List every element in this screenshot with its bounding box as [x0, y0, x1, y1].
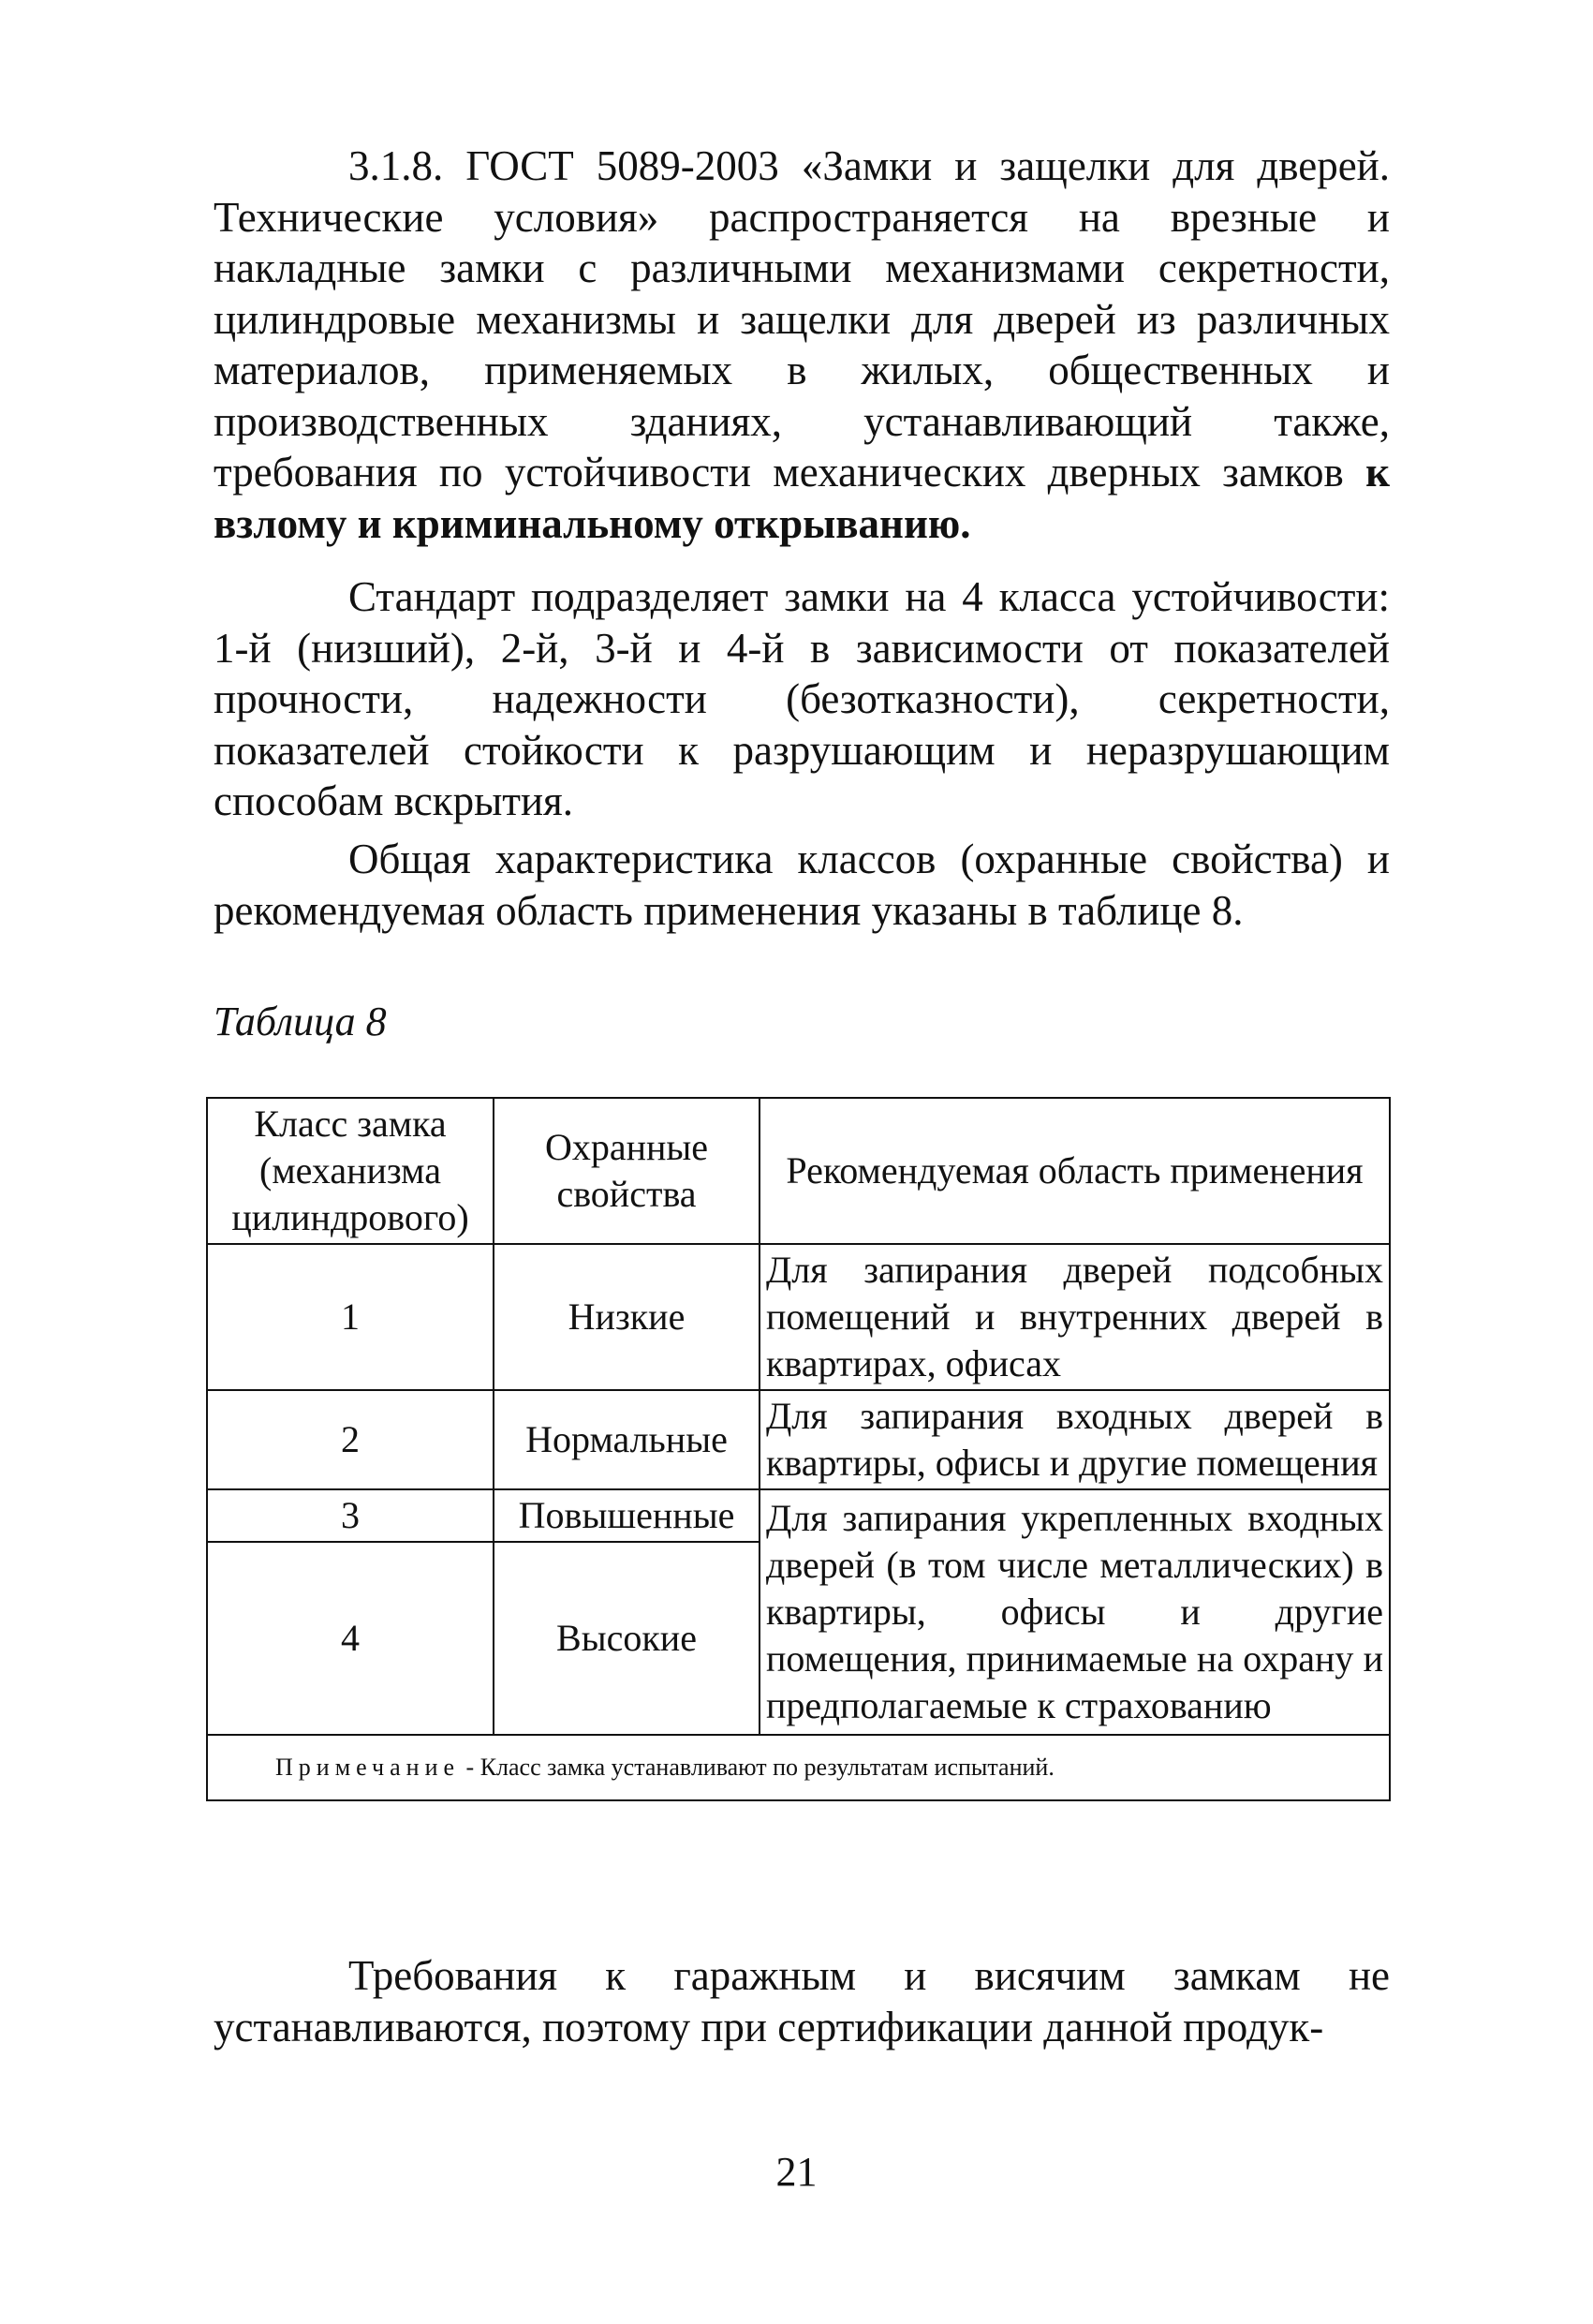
cell-application-area-merged: Для запирания укрепленных входных дверей (в том числе металлических) в квартиры, офисы и другие помещения, принимаемые на охрану и предполагаемые к страхованию	[760, 1489, 1390, 1735]
paragraph-gost-5089	[214, 141, 1390, 549]
table-header-row	[207, 1098, 1390, 1244]
cell-lock-class: 2	[207, 1390, 494, 1489]
paragraph-lock-classes	[214, 571, 1390, 827]
cell-security: Повышенные	[494, 1489, 760, 1542]
cell-application-area: Для запирания дверей подсобных помещений и внутренних дверей в квартирах, офисах	[760, 1244, 1390, 1390]
table-row	[207, 1489, 1390, 1542]
paragraph-gost-text: 3.1.8. ГОСТ 5089-2003 «Замки и защелки для дверей. Технические условия» распространяется на врезные и накладные замки с различными механизмами секретности, цилиндровые механизмы и защелки для дверей из различных материалов, применяемых в жилых, общественных и производственных зданиях, устанавливающий также, требования по устойчивости механических дверных замков	[214, 142, 1390, 496]
table-caption: Таблица 8	[214, 999, 387, 1044]
cell-security: Высокие	[494, 1542, 760, 1735]
cell-security: Низкие	[494, 1244, 760, 1390]
paragraph-lock-classes-text: Стандарт подразделяет замки на 4 класса устойчивости: 1-й (низший), 2-й, 3-й и 4-й в зависимости от показателей прочности, надежности (безотказности), секретности, показателей стойкости к разрушающим и неразрушающим способам вскрытия.	[214, 573, 1390, 824]
cell-lock-class: 3	[207, 1489, 494, 1542]
cell-lock-class: 1	[207, 1244, 494, 1390]
table-row	[207, 1390, 1390, 1489]
cell-application-area: Для запирания входных дверей в квартиры, офисы и другие помещения	[760, 1390, 1390, 1489]
paragraph-table-reference	[214, 834, 1390, 936]
header-application-area: Рекомендуемая область применения	[760, 1098, 1390, 1244]
cell-security: Нормальные	[494, 1390, 760, 1489]
page-number: 21	[775, 2149, 818, 2195]
paragraph-garage-locks	[214, 1950, 1390, 2052]
header-lock-class: Класс замка (механизма цилиндрового)	[207, 1098, 494, 1244]
header-security: Охранные свойства	[494, 1098, 760, 1244]
lock-classes-table	[206, 1097, 1391, 1801]
paragraph-garage-locks-text: Требования к гаражным и висячим замкам не устанавливаются, поэтому при сертификации данной продук-	[214, 1952, 1390, 2050]
table-note-label: Примечание	[275, 1754, 461, 1781]
paragraph-gost-bold-text: к взлому и криминальному открыванию.	[214, 449, 1390, 547]
table-row	[207, 1244, 1390, 1390]
paragraph-table-reference-text: Общая характеристика классов (охранные свойства) и рекомендуемая область применения указаны в таблице 8.	[214, 836, 1390, 934]
table-note-row	[207, 1735, 1390, 1800]
cell-lock-class: 4	[207, 1542, 494, 1735]
table-note-text: - Класс замка устанавливают по результатам испытаний.	[460, 1754, 1055, 1781]
table-note	[207, 1735, 1390, 1800]
